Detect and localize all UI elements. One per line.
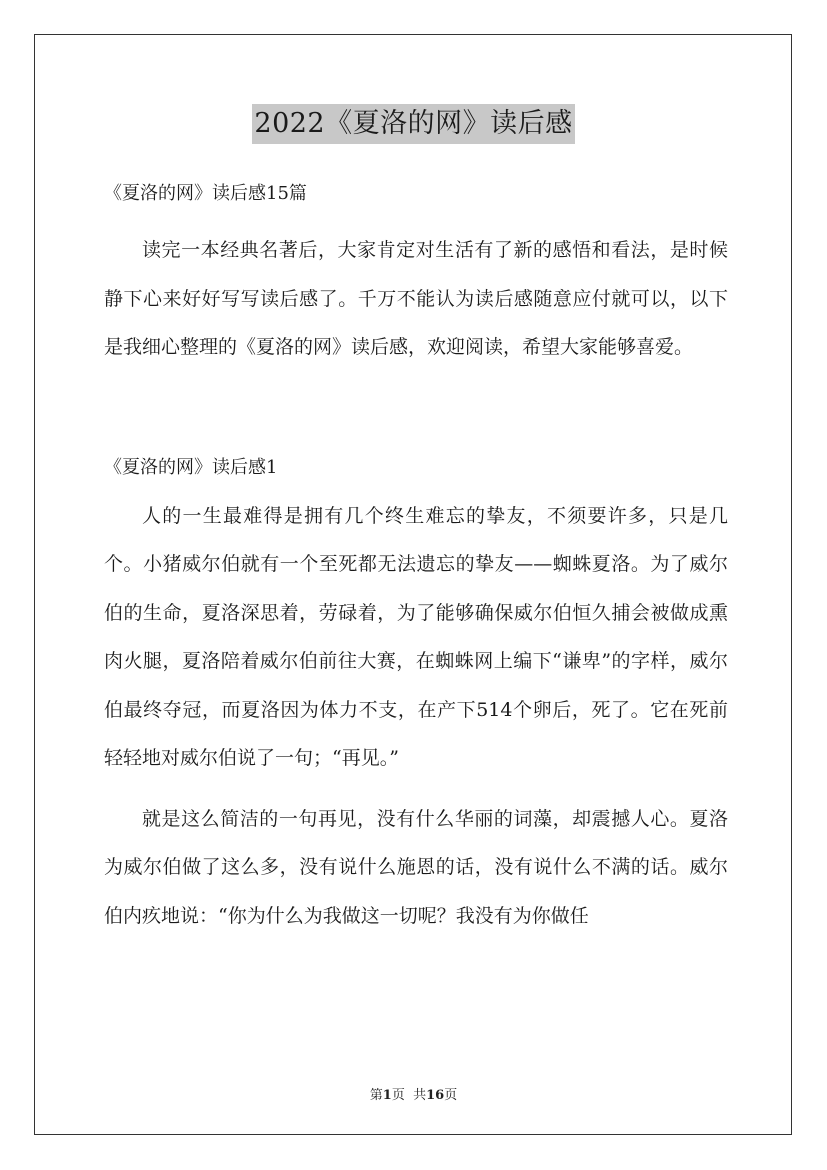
footer-page-suffix: 页 [391,1088,405,1103]
document-subtitle: 《夏洛的网》读后感15篇 [104,183,307,204]
document-title: 2022《夏洛的网》读后感 [252,104,574,144]
title-wrap [0,104,827,144]
section-heading: 《夏洛的网》读后感1 [104,456,278,478]
body-paragraph-1: 人的一生最难得是拥有几个终生难忘的挚友，不须要许多，只是几个。小猪威尔伯就有一个至死都无法遗忘的挚友——蜘蛛夏洛。为了威尔伯的生命，夏洛深思着，劳碌着，为了能够确保威尔伯恒久捕会被做成熏肉火腿，夏洛陪着威尔伯前往大赛，在蜘蛛网上编下“谦卑”的字样，威尔伯最终夺冠，而夏洛因为体力不支，在产下514个卵后，死了。它在死前轻轻地对威尔伯说了一句；“再见。” [104,504,728,769]
intro-paragraph: 读完一本经典名著后，大家肯定对生活有了新的感悟和看法，是时候静下心来好好写写读后感了。千万不能认为读后感随意应付就可以，以下是我细心整理的《夏洛的网》读后感，欢迎阅读，希望大家能够喜爱。 [104,239,728,358]
page-footer [0,1084,827,1103]
footer-total-prefix: 共 [413,1088,427,1103]
footer-total-pages: 16 [426,1088,445,1103]
footer-page-number: 1 [382,1088,392,1103]
footer-prefix: 第 [369,1088,383,1103]
document-body [104,172,728,940]
body-paragraph-2: 就是这么简洁的一句再见，没有什么华丽的词藻，却震撼人心。夏洛为威尔伯做了这么多，没有说什么施恩的话，没有说什么不满的话。威尔伯内疚地说：“你为什么为我做这一切呢？我没有为你做任 [104,807,728,927]
footer-total-suffix: 页 [444,1088,458,1103]
